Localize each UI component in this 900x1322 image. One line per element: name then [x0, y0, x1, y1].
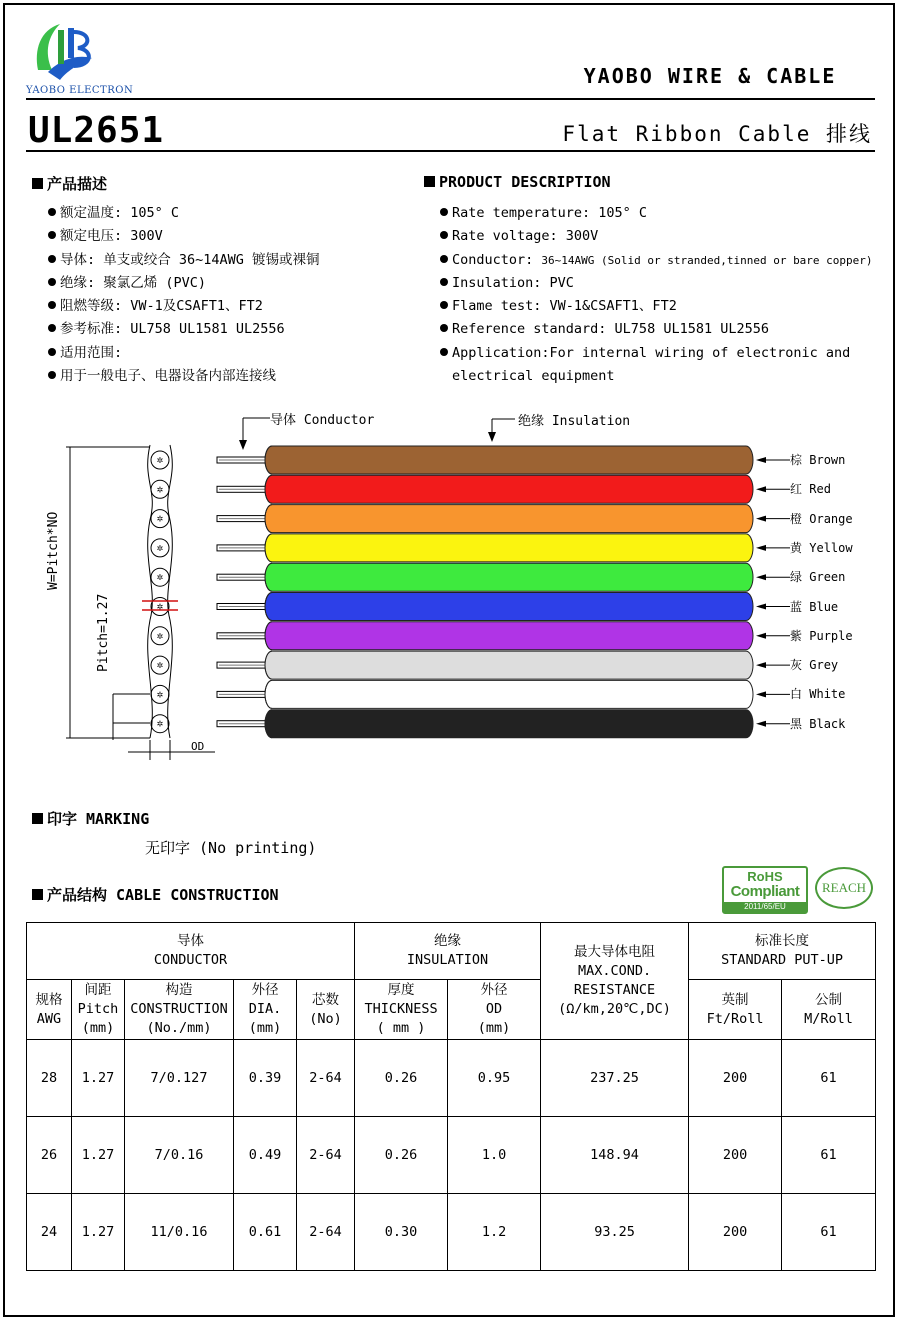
label-arrow: [756, 457, 766, 463]
wire-insulation: [265, 651, 753, 679]
list-item: 适用范围:: [48, 342, 320, 365]
wire-insulation: [265, 680, 753, 708]
label-arrow: [756, 633, 766, 639]
pitch-cell: 1.27: [72, 1194, 125, 1271]
wire-color-en: Purple: [809, 628, 853, 643]
table-row: [27, 1117, 876, 1194]
en-desc-heading: PRODUCT DESCRIPTION: [424, 173, 611, 191]
wire-color-label: [790, 480, 831, 497]
construction-heading: 产品结构 CABLE CONSTRUCTION: [32, 884, 279, 905]
list-item: 参考标准: UL758 UL1581 UL2556: [48, 318, 320, 341]
yaobo-logo: [30, 20, 100, 86]
cn-desc-list: [48, 202, 320, 388]
insulation-arrow: [488, 432, 496, 442]
thickness-header: 厚度 THICKNESS ( mm ): [355, 980, 448, 1040]
wire-color-label: [790, 510, 853, 527]
table-row: [27, 1040, 876, 1117]
header-divider: [26, 98, 875, 100]
putup-header: 标准长度 STANDARD PUT-UP: [689, 923, 876, 980]
wire-color-cn: 橙: [790, 511, 803, 526]
wire-color-label: [790, 568, 845, 585]
rohs-badge: [722, 866, 808, 914]
wire-color-cn: 蓝: [790, 599, 803, 614]
list-item: 绝缘: 聚氯乙烯 (PVC): [48, 272, 320, 295]
wire-color-label: [790, 715, 845, 732]
wire-color-cn: 紫: [790, 628, 803, 643]
m-roll-header: 公制 M/Roll: [782, 980, 876, 1040]
construction-cell: 7/0.127: [125, 1040, 234, 1117]
rohs-compliant-text: Compliant: [730, 883, 800, 900]
cores-cell: 2-64: [297, 1040, 355, 1117]
marking-text: 无印字 (No printing): [145, 839, 317, 857]
reach-badge: REACH: [815, 867, 873, 909]
marking-heading: 印字 MARKING: [32, 808, 149, 829]
awg-cell: 26: [27, 1117, 72, 1194]
pitch-cell: 1.27: [72, 1117, 125, 1194]
wire-color-en: Green: [809, 570, 846, 585]
wire-color-cn: 棕: [790, 453, 803, 467]
wire-color-cn: 灰: [790, 658, 803, 673]
strand-glyph: ✲: [156, 514, 164, 524]
cn-desc-heading: 产品描述: [32, 173, 107, 194]
wire-color-en: Grey: [809, 658, 839, 673]
awg-header: 规格 AWG: [27, 980, 72, 1040]
wire-color-en: Black: [809, 716, 846, 731]
en-desc-list: [440, 202, 873, 388]
model-number: UL2651: [28, 110, 165, 151]
wire-color-en: Red: [809, 482, 831, 497]
strand-glyph: ✲: [156, 719, 164, 729]
wire-color-en: Orange: [809, 511, 853, 526]
company-name: YAOBO WIRE & CABLE: [583, 64, 837, 88]
list-item: Rate voltage: 300V: [440, 225, 873, 248]
title-divider: [26, 150, 875, 152]
list-item: 额定温度: 105° C: [48, 202, 320, 225]
resistance-cell: 148.94: [541, 1117, 689, 1194]
wire-color-en: Blue: [809, 599, 839, 614]
wire-color-label: [790, 627, 853, 644]
table-row: [27, 1194, 876, 1271]
wire-insulation: [265, 563, 753, 591]
ft-roll-cell: 200: [689, 1040, 782, 1117]
wire-color-cn: 绿: [790, 570, 803, 585]
label-arrow: [756, 662, 766, 668]
wire-color-label: [790, 598, 838, 615]
pitch-label: Pitch=1.27: [96, 593, 111, 672]
construction-cell: 11/0.16: [125, 1194, 234, 1271]
label-arrow: [756, 604, 766, 610]
awg-cell: 24: [27, 1194, 72, 1271]
insulation-header: 绝缘 INSULATION: [355, 923, 541, 980]
construction-col-header: 构造 CONSTRUCTION (No./mm): [125, 980, 234, 1040]
wire-color-en: Brown: [809, 453, 846, 467]
list-item: 额定电压: 300V: [48, 225, 320, 248]
label-arrow: [756, 545, 766, 551]
dia-header: 外径 DIA. (mm): [234, 980, 297, 1040]
thickness-cell: 0.26: [355, 1117, 448, 1194]
wire-insulation: [265, 593, 753, 621]
list-item: Insulation: PVC: [440, 272, 873, 295]
wire-insulation: [265, 534, 753, 562]
conductor-header: 导体 CONDUCTOR: [27, 923, 355, 980]
resistance-header: 最大导体电阻 MAX.COND. RESISTANCE (Ω/km,20℃,DC): [541, 923, 689, 1040]
m-roll-cell: 61: [782, 1194, 876, 1271]
construction-cell: 7/0.16: [125, 1117, 234, 1194]
cores-header: 芯数 (No): [297, 980, 355, 1040]
wire-insulation: [265, 446, 753, 474]
list-item: Reference standard: UL758 UL1581 UL2556: [440, 318, 873, 341]
ribbon-cable-diagram: [0, 400, 900, 770]
strand-glyph: ✲: [156, 543, 164, 553]
awg-cell: 28: [27, 1040, 72, 1117]
wire-color-en: Yellow: [809, 540, 853, 555]
strand-glyph: ✲: [156, 690, 164, 700]
construction-table: [26, 922, 876, 1271]
wire-color-label: [790, 539, 853, 556]
dia-cell: 0.39: [234, 1040, 297, 1117]
ft-roll-header: 英制 Ft/Roll: [689, 980, 782, 1040]
insulation-label: 绝缘 Insulation: [518, 414, 631, 429]
thickness-cell: 0.30: [355, 1194, 448, 1271]
rohs-text: RoHS: [747, 869, 783, 884]
product-subtitle: Flat Ribbon Cable 排线: [562, 122, 872, 146]
wire-insulation: [265, 622, 753, 650]
label-arrow: [756, 486, 766, 492]
strand-glyph: ✲: [156, 573, 164, 583]
m-roll-cell: 61: [782, 1040, 876, 1117]
m-roll-cell: 61: [782, 1117, 876, 1194]
wire-insulation: [265, 475, 753, 503]
label-arrow: [756, 721, 766, 727]
list-item: 用于一般电子、电器设备内部连接线: [48, 365, 320, 388]
wire-insulation: [265, 710, 753, 738]
dia-cell: 0.61: [234, 1194, 297, 1271]
list-item: electrical equipment: [452, 368, 615, 385]
strand-glyph: ✲: [156, 661, 164, 671]
list-item: Flame test: VW-1&CSAFT1、FT2: [440, 295, 873, 318]
strand-glyph: ✲: [156, 456, 164, 465]
list-item: 导体: 单支或绞合 36~14AWG 镀锡或裸铜: [48, 249, 320, 272]
list-item: 阻燃等级: VW-1及CSAFT1、FT2: [48, 295, 320, 318]
resistance-cell: 93.25: [541, 1194, 689, 1271]
wire-insulation: [265, 505, 753, 533]
table-header-row: [27, 923, 876, 980]
label-arrow: [756, 691, 766, 697]
strand-glyph: ✲: [156, 602, 164, 612]
strand-glyph: ✲: [156, 485, 164, 495]
od-cell: 1.2: [448, 1194, 541, 1271]
wire-color-cn: 黄: [790, 540, 803, 555]
width-label: W=Pitch*NO: [46, 511, 61, 590]
od-label: OD: [191, 740, 205, 753]
resistance-cell: 237.25: [541, 1040, 689, 1117]
dia-cell: 0.49: [234, 1117, 297, 1194]
ft-roll-cell: 200: [689, 1117, 782, 1194]
rohs-directive: 2011/65/EU: [724, 902, 806, 912]
wire-color-en: White: [809, 687, 846, 702]
wire-color-label: [790, 656, 838, 673]
logo-text: YAOBO ELECTRON: [26, 85, 134, 96]
conductor-label: 导体 Conductor: [270, 413, 375, 428]
list-item: Conductor: 36~14AWG (Solid or stranded,tinned or bare copper): [440, 249, 873, 272]
list-item: Rate temperature: 105° C: [440, 202, 873, 225]
od-header: 外径 OD (mm): [448, 980, 541, 1040]
wire-color-cn: 白: [790, 687, 803, 702]
ft-roll-cell: 200: [689, 1194, 782, 1271]
cores-cell: 2-64: [297, 1117, 355, 1194]
thickness-cell: 0.26: [355, 1040, 448, 1117]
wire-color-label: [790, 685, 845, 702]
wire-color-cn: 红: [790, 482, 803, 497]
wire-color-cn: 黑: [790, 716, 803, 731]
cores-cell: 2-64: [297, 1194, 355, 1271]
label-arrow: [756, 516, 766, 522]
table-subheader-row: [27, 980, 876, 1040]
od-cell: 0.95: [448, 1040, 541, 1117]
wire-color-label: [790, 451, 845, 468]
od-cell: 1.0: [448, 1117, 541, 1194]
pitch-header: 间距 Pitch (mm): [72, 980, 125, 1040]
strand-glyph: ✲: [156, 631, 164, 641]
label-arrow: [756, 574, 766, 580]
list-item: Application:For internal wiring of electronic and: [440, 342, 873, 365]
pitch-cell: 1.27: [72, 1040, 125, 1117]
conductor-arrow: [239, 440, 247, 450]
